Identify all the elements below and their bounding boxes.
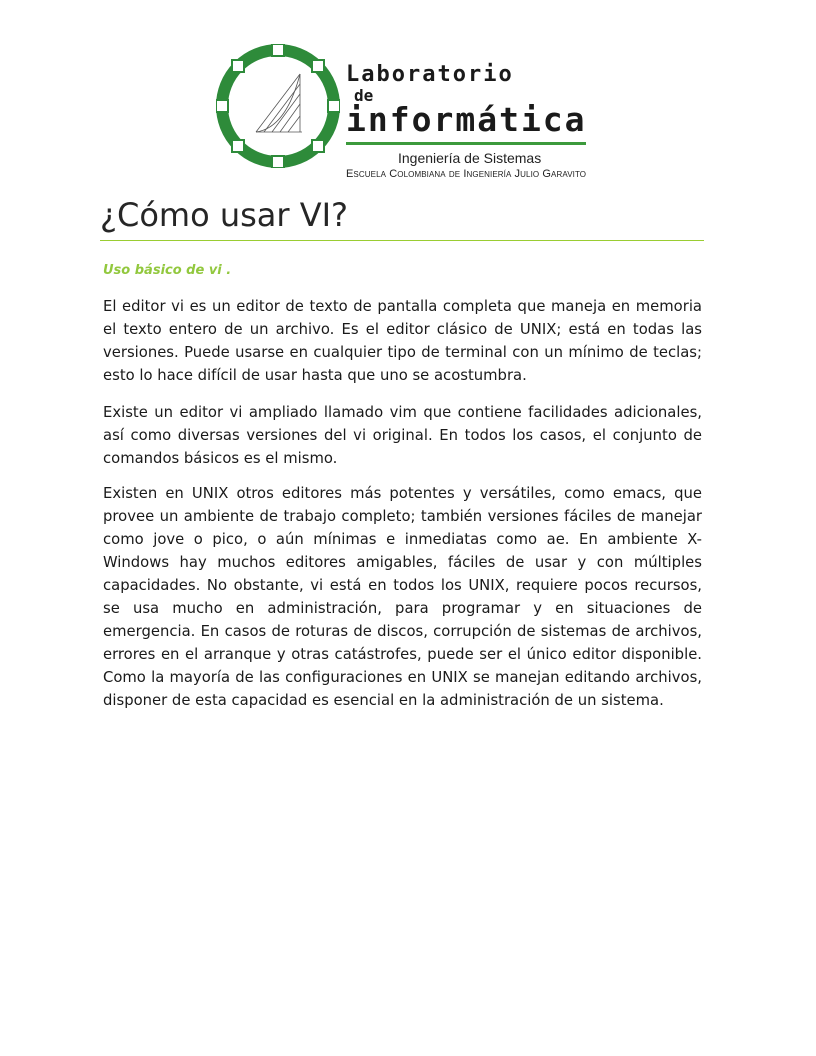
section-heading: Uso básico de vi . [103,263,232,278]
logo-text-informatica: informática [346,100,587,139]
paragraph-2: Existe un editor vi ampliado llamado vim que contiene facilidades adicionales, así como diversas versiones del vi original. En todos los casos, el conjunto de comandos básicos es el mismo. [103,404,702,467]
page-title: ¿Cómo usar VI? [100,196,349,234]
paragraph-3: Existen en UNIX otros editores más potentes y versátiles, como emacs, que provee un ambiente de trabajo completo; también versiones fáciles de manejar como jove o pico, o aún mínimas e inmediatas como ae. En ambiente X-Windows hay muchos editores amigables, fáciles de usar y con múltiples capacidades. No obstante, vi está en todos los UNIX, requiere pocos recursos, se usa mucho en administración, para programar y en situaciones de emergencia. En casos de roturas de discos, corrupción de sistemas de archivos, errores en el arranque y otras catástrofes, puede ser el único editor disponible. Como la mayoría de las configuraciones en UNIX se manejan editando archivos, disponer de esta capacidad es esencial en la administración de un sistema. [103,485,702,709]
logo-divider [346,142,586,145]
paragraph-1: El editor vi es un editor de texto de pantalla completa que maneja en memoria el texto entero de un archivo. Es el editor clásico de UNIX; está en todas las versiones. Puede usarse en cualquier tipo de terminal con un mínimo de teclas; esto lo hace difícil de usar hasta que uno se acostumbra. [103,298,702,384]
header-logo [216,44,596,184]
title-underline [100,240,704,241]
logo-text-de: de [354,86,374,105]
logo-school: Escuela Colombiana de Ingeniería Julio Garavito [346,168,587,180]
lab-logo-emblem [216,44,340,168]
logo-department: Ingeniería de Sistemas [398,150,542,166]
logo-text-laboratorio: Laboratorio [346,62,514,87]
